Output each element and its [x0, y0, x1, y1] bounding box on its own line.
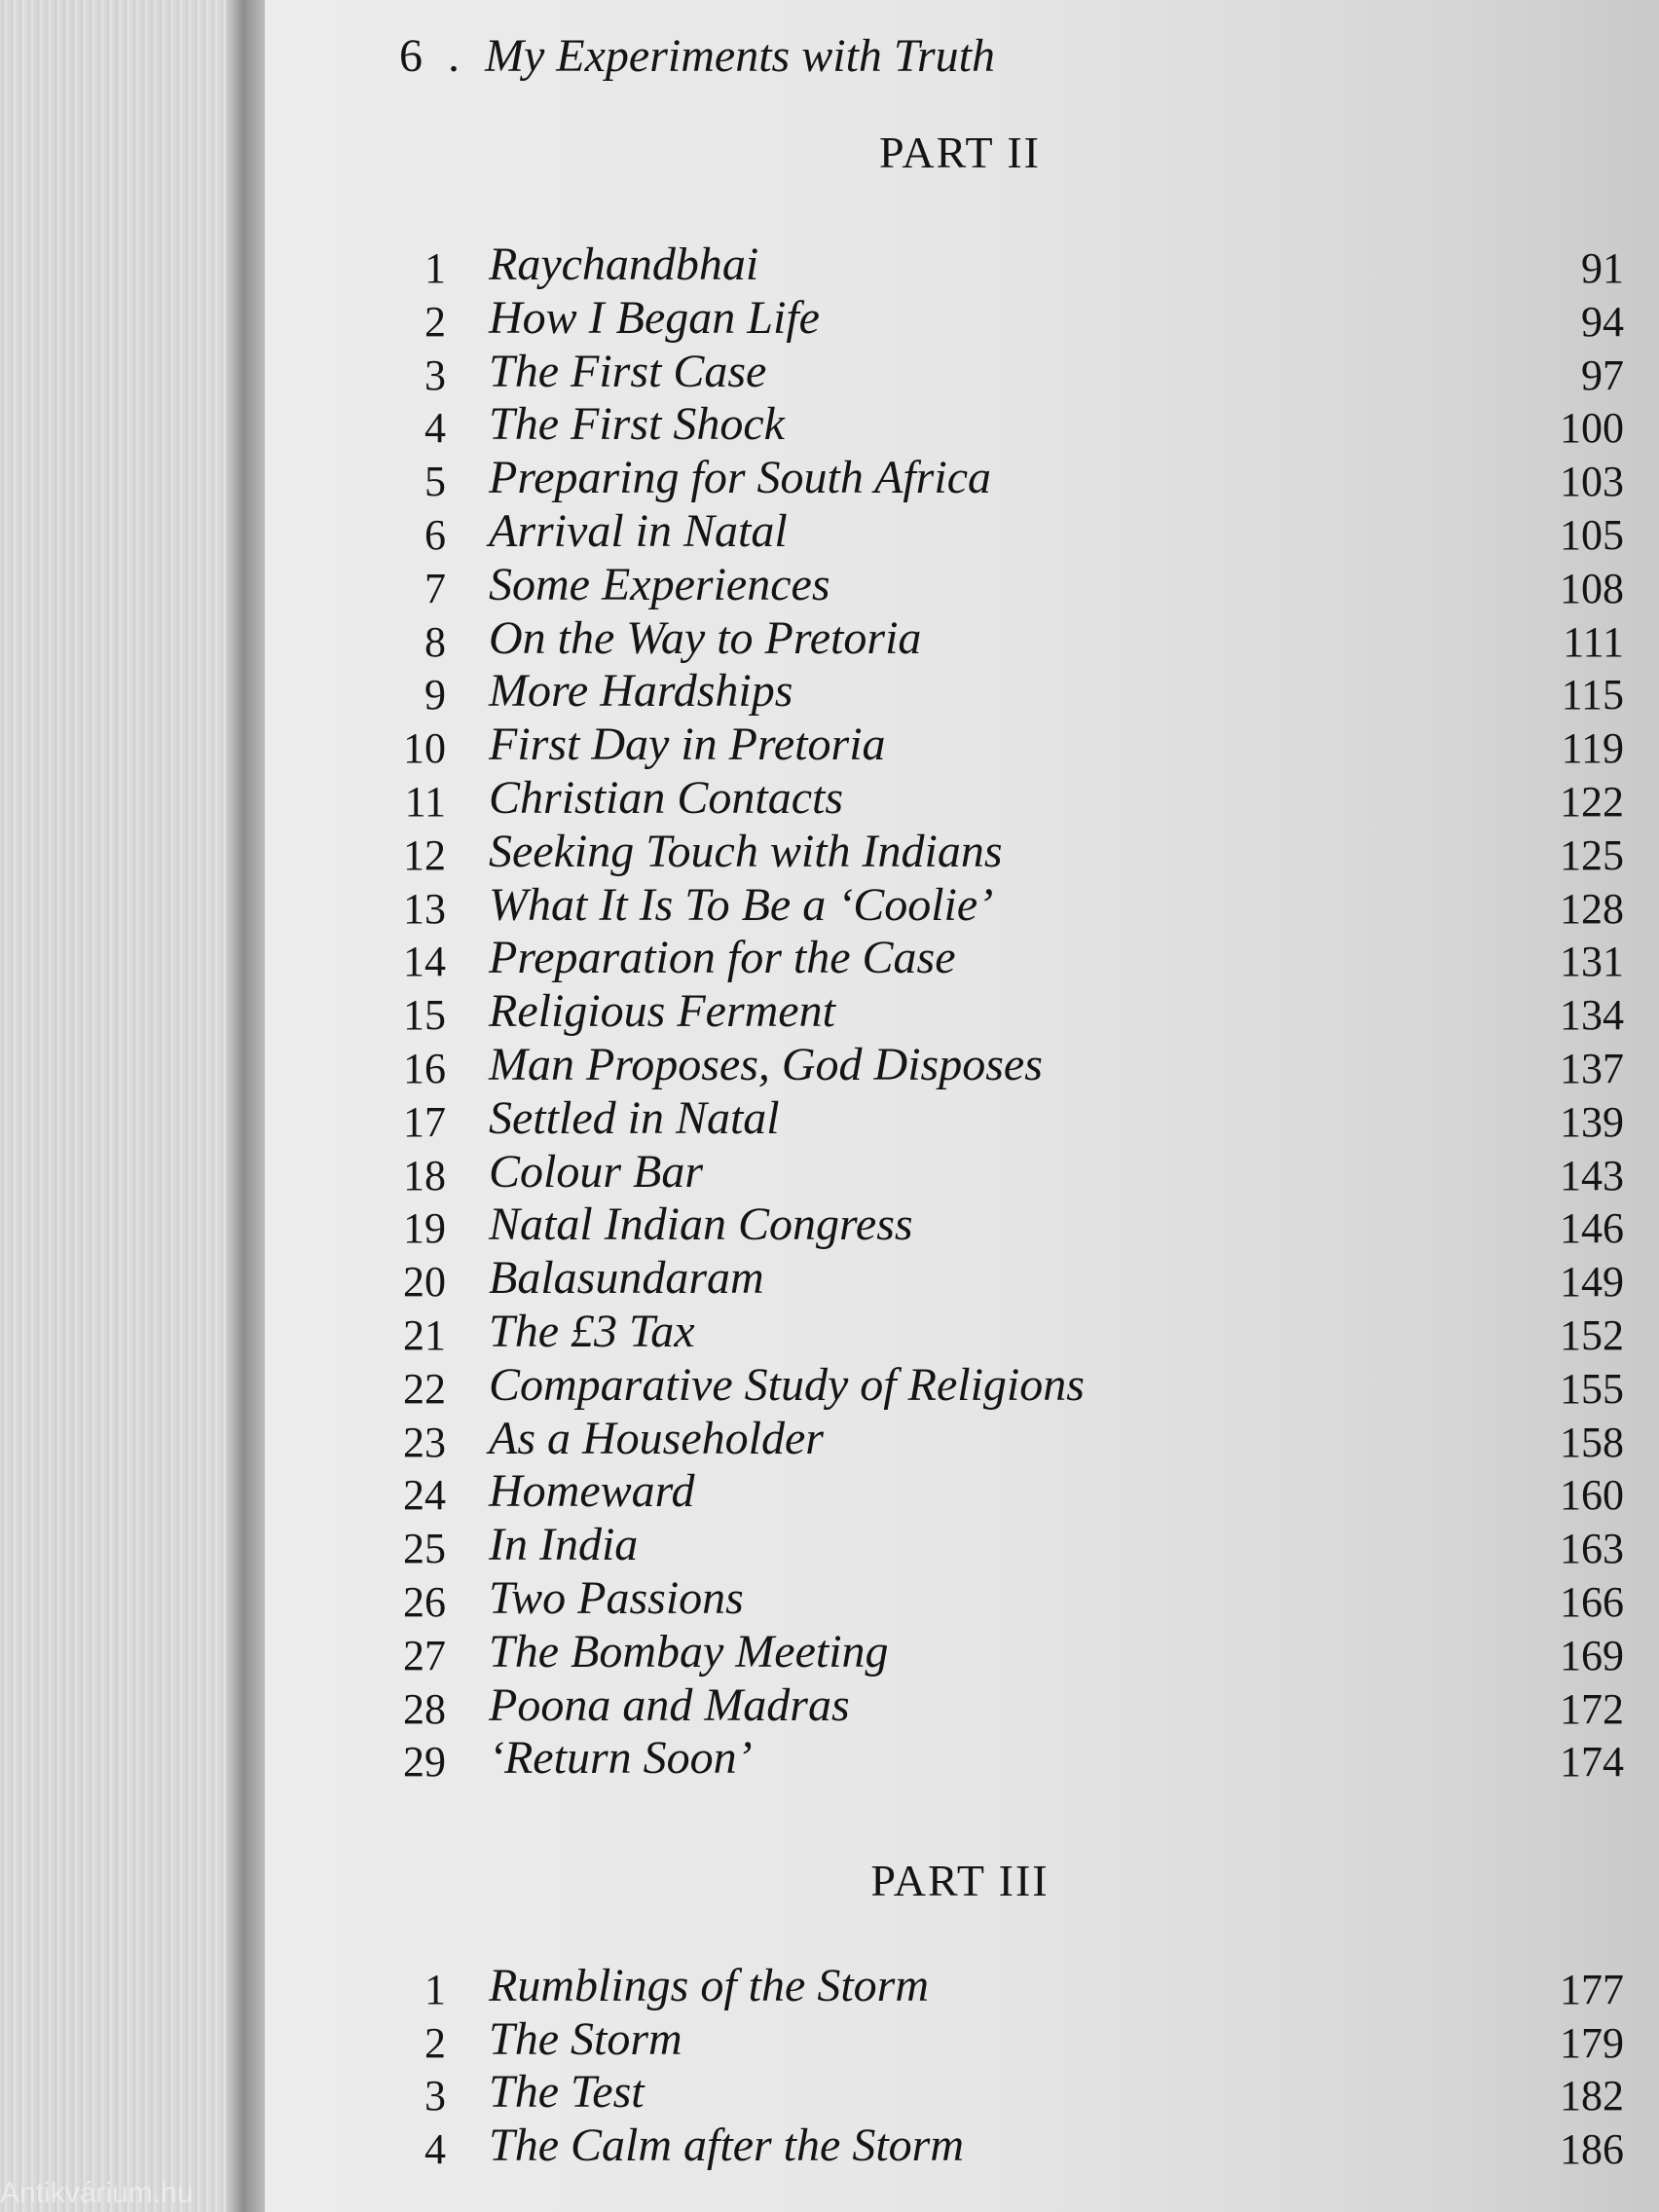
chapter-page: 125 [1560, 830, 1624, 879]
chapter-number: 25 [403, 1525, 446, 1573]
chapter-page: 134 [1560, 991, 1624, 1040]
toc-entry [0, 878, 1659, 938]
chapter-number: 22 [403, 1364, 446, 1413]
chapter-title: Some Experiences [489, 558, 830, 610]
chapter-title: The Test [489, 2066, 645, 2118]
chapter-number: 19 [403, 1204, 446, 1253]
chapter-number: 13 [403, 884, 446, 933]
chapter-number: 4 [424, 404, 446, 453]
chapter-page: 177 [1560, 1966, 1624, 2013]
toc-entry [0, 1358, 1659, 1418]
chapter-number: 20 [403, 1258, 446, 1307]
toc-entry [0, 932, 1659, 990]
chapter-number: 5 [424, 458, 446, 506]
chapter-page: 139 [1560, 1097, 1624, 1146]
chapter-title: The First Case [489, 345, 767, 397]
chapter-title: First Day in Pretoria [489, 719, 886, 771]
chapter-title: Preparing for South Africa [489, 452, 991, 504]
chapter-title: Colour Bar [489, 1145, 704, 1198]
chapter-page: 169 [1560, 1631, 1624, 1679]
chapter-number: 1 [424, 244, 446, 292]
chapter-number: 12 [403, 830, 446, 879]
chapter-page: 149 [1560, 1258, 1624, 1307]
chapter-title: ‘Return Soon’ [489, 1732, 753, 1785]
toc-entry [0, 345, 1659, 404]
book-title: My Experiments with Truth [485, 30, 995, 82]
chapter-number: 11 [404, 778, 446, 826]
chapter-title: Rumblings of the Storm [489, 1960, 929, 2011]
chapter-page: 152 [1560, 1311, 1624, 1359]
toc-entry [0, 985, 1659, 1044]
toc-entry [0, 611, 1659, 671]
chapter-page: 146 [1560, 1204, 1624, 1253]
chapter-title: As a Householder [489, 1412, 824, 1464]
chapter-title: Two Passions [489, 1572, 744, 1624]
chapter-page: 94 [1581, 297, 1624, 346]
chapter-title: Seeking Touch with Indians [489, 825, 1003, 877]
chapter-number: 21 [403, 1311, 446, 1359]
chapter-page: 163 [1560, 1525, 1624, 1573]
chapter-title: Religious Ferment [489, 985, 835, 1038]
chapter-page: 115 [1561, 671, 1624, 719]
chapter-title: Comparative Study of Religions [489, 1358, 1085, 1411]
toc-entry [0, 2012, 1659, 2072]
toc-entry [0, 1572, 1659, 1631]
chapter-title: Poona and Madras [489, 1678, 850, 1731]
chapter-page: 108 [1560, 564, 1624, 612]
watermark: Antikvárium.hu [0, 2177, 194, 2209]
chapter-number: 29 [403, 1738, 446, 1787]
toc-entry [0, 398, 1659, 457]
chapter-page: 131 [1560, 938, 1624, 986]
chapter-number: 1 [424, 1966, 446, 2013]
chapter-title: In India [489, 1519, 639, 1571]
toc-entry [0, 1252, 1659, 1310]
chapter-title: Raychandbhai [489, 239, 759, 290]
chapter-title: On the Way to Pretoria [489, 611, 922, 664]
toc-entry [0, 452, 1659, 510]
toc-entry [0, 1091, 1659, 1151]
chapter-title: What It Is To Be a ‘Coolie’ [489, 878, 994, 931]
chapter-number: 8 [424, 617, 446, 666]
chapter-number: 3 [424, 350, 446, 399]
part-heading: PART II [879, 128, 1041, 177]
toc-entry [0, 1678, 1659, 1738]
chapter-page: 100 [1560, 404, 1624, 453]
chapter-title: The Calm after the Storm [489, 2119, 964, 2171]
chapter-title: The Bombay Meeting [489, 1625, 889, 1677]
chapter-number: 23 [403, 1418, 446, 1466]
toc-entry [0, 1519, 1659, 1577]
chapter-title: Arrival in Natal [489, 505, 788, 557]
toc-entry [0, 239, 1659, 297]
toc-entry [0, 772, 1659, 830]
chapter-page: 182 [1560, 2072, 1624, 2120]
toc-entry [0, 1412, 1659, 1471]
chapter-title: How I Began Life [489, 291, 820, 344]
chapter-title: Settled in Natal [489, 1091, 780, 1144]
chapter-number: 24 [403, 1471, 446, 1520]
toc-entry [0, 2066, 1659, 2124]
chapter-number: 18 [403, 1151, 446, 1199]
page-number: 6 [399, 30, 423, 82]
chapter-number: 6 [424, 511, 446, 559]
chapter-number: 16 [403, 1045, 446, 1092]
toc-entry [0, 1306, 1659, 1364]
chapter-page: 155 [1560, 1364, 1624, 1413]
chapter-number: 14 [403, 938, 446, 986]
chapter-number: 4 [424, 2124, 446, 2173]
chapter-number: 3 [424, 2072, 446, 2120]
chapter-title: Balasundaram [489, 1252, 764, 1305]
chapter-page: 174 [1560, 1738, 1624, 1787]
toc-entry [0, 291, 1659, 350]
toc-entry [0, 558, 1659, 617]
chapter-title: The First Shock [489, 398, 785, 451]
chapter-page: 122 [1560, 778, 1624, 826]
chapter-page: 158 [1560, 1418, 1624, 1466]
chapter-title: Natal Indian Congress [489, 1198, 913, 1251]
chapter-title: Man Proposes, God Disposes [489, 1039, 1043, 1090]
toc-entry [0, 1198, 1659, 1257]
chapter-title: Homeward [489, 1465, 695, 1518]
toc-entry [0, 1960, 1659, 2018]
chapter-page: 91 [1581, 244, 1624, 292]
toc-entry [0, 665, 1659, 723]
running-head [399, 29, 995, 83]
chapter-page: 172 [1560, 1684, 1624, 1733]
part-heading: PART III [870, 1856, 1050, 1905]
chapter-page: 143 [1560, 1151, 1624, 1199]
chapter-number: 10 [403, 724, 446, 773]
chapter-number: 26 [403, 1578, 446, 1626]
chapter-number: 7 [424, 564, 446, 612]
chapter-title: Preparation for the Case [489, 932, 956, 984]
toc-entry [0, 825, 1659, 884]
chapter-page: 166 [1560, 1578, 1624, 1626]
toc-entry [0, 1145, 1659, 1204]
chapter-page: 111 [1563, 617, 1624, 666]
chapter-page: 179 [1560, 2018, 1624, 2067]
chapter-page: 105 [1560, 511, 1624, 559]
toc-entry [0, 1625, 1659, 1684]
toc-entry [0, 1039, 1659, 1097]
chapter-page: 186 [1560, 2124, 1624, 2173]
chapter-page: 119 [1561, 724, 1624, 773]
chapter-title: Christian Contacts [489, 772, 844, 824]
chapter-page: 103 [1560, 458, 1624, 506]
chapter-title: More Hardships [489, 665, 793, 718]
chapter-number: 27 [403, 1631, 446, 1679]
chapter-number: 2 [424, 2018, 446, 2067]
toc-entry [0, 1465, 1659, 1524]
toc-entry [0, 505, 1659, 564]
chapter-page: 137 [1560, 1045, 1624, 1092]
chapter-title: The £3 Tax [489, 1306, 695, 1357]
chapter-number: 2 [424, 297, 446, 346]
chapter-title: The Storm [489, 2012, 682, 2065]
chapter-number: 17 [403, 1097, 446, 1146]
running-head-separator: . [448, 30, 460, 82]
toc-entry [0, 719, 1659, 777]
toc-entry [0, 1732, 1659, 1790]
toc-entry [0, 2119, 1659, 2178]
chapter-page: 160 [1560, 1471, 1624, 1520]
chapter-page: 97 [1581, 350, 1624, 399]
chapter-number: 28 [403, 1684, 446, 1733]
chapter-page: 128 [1560, 884, 1624, 933]
chapter-number: 9 [424, 671, 446, 719]
chapter-number: 15 [403, 991, 446, 1040]
